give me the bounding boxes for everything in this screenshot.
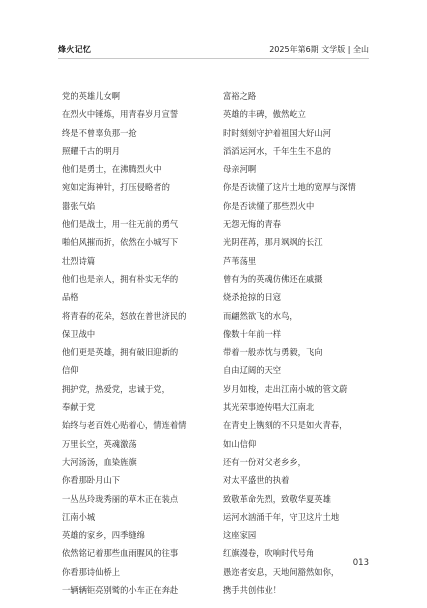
poem-line: 这座家园 <box>223 530 257 541</box>
section-title: 烽火记忆 <box>58 45 92 54</box>
poem-line: 如山信仰 <box>223 438 257 449</box>
poem-line: 还有一份对父老乡乡， <box>223 456 306 467</box>
poem-line: 英雄的家乡，四季缝绵 <box>62 530 145 541</box>
poem-line: 富裕之路 <box>223 91 257 101</box>
poem-line: 携手共创伟业！ <box>223 585 282 596</box>
header-divider <box>58 58 369 59</box>
poem-line: 奉献于党 <box>62 402 96 413</box>
poem-line: 品格 <box>62 292 79 303</box>
poem-line: 江南小城 <box>62 511 96 522</box>
poem-line: 一辆辆钜亮别鹫的小车正在奔赴 <box>62 585 179 596</box>
poem-line: 依然铭记着那些血雨腥风的往事 <box>62 548 179 559</box>
poem-line: 你是否读懂了这片土地的宽厚与深情 <box>223 182 356 193</box>
poem-line: 将青春的花朵，怒放在普世济民的 <box>62 310 187 321</box>
poem-line: 他们更是英雄，拥有破旧迎新的 <box>62 347 179 358</box>
poem-line: 芦苇荡里 <box>223 255 257 266</box>
poem-line: 你是否读懂了那些烈火中 <box>223 200 315 211</box>
poem-line: 而翩然欲飞的水鸟， <box>223 310 298 321</box>
poem-line: 嚣张气焰 <box>62 200 96 211</box>
poem-line: 时时刻刻守护着祖国大好山河 <box>223 127 331 138</box>
poem-line: 拥护党，热爱党，忠诚于党， <box>62 383 170 394</box>
page-number: 013 <box>352 558 369 568</box>
poem-line: 万里长空，英魂激荡 <box>62 438 137 449</box>
poem-line: 在烈火中锤炼，用青春岁月宣誓 <box>62 109 179 120</box>
poem-line: 啪伯风摧而折，依然在小城写下 <box>62 237 179 248</box>
poem-line: 照耀千古的明月 <box>62 145 121 156</box>
issue-info: 2025年第6期 文学版 | 全山 <box>269 45 369 54</box>
poem-line: 你看那诗仙桥上 <box>62 566 121 577</box>
poem-line: 壮烈诗篇 <box>62 255 96 266</box>
poem-line: 信仰 <box>62 365 79 376</box>
poem-line: 一丛丛玲珑秀丽的草木正在装点 <box>62 493 179 504</box>
poem-line: 愚迩者安息，天地间豁然如你， <box>223 566 340 577</box>
poem-line: 红旗漫卷，吹响时代号角 <box>223 548 315 559</box>
poem-line: 始终与老百姓心贴着心，情连着情 <box>62 420 187 431</box>
poem-line: 宛如定海神针，打压侵略者的 <box>62 182 170 193</box>
poem-line: 无怨无悔的青春 <box>223 219 282 230</box>
poem-left-column <box>62 87 214 599</box>
poem-right-column <box>223 87 385 599</box>
poem-line: 大河汤汤，血染旌旗 <box>62 456 137 467</box>
poem-line: 保卫战中 <box>62 328 96 339</box>
poem-line: 其光荣事迹传唱大江南北 <box>223 402 315 413</box>
poem-line: 母亲河啊 <box>223 164 257 175</box>
poem-line: 他们是战士，用一往无前的勇气 <box>62 219 179 230</box>
poem-line: 光阴荏苒，那月飒飒的长江 <box>223 237 323 248</box>
poem-line: 岁月如梭，走出江南小城的管文蔚 <box>223 383 348 394</box>
poem-line: 滔滔运河水，千年生生不息的 <box>223 145 331 156</box>
poem-line: 他们也是亲人，拥有朴实无华的 <box>62 273 179 284</box>
poem-line: 像数十年前一样 <box>223 328 282 339</box>
poem-line: 自由辽阔的天空 <box>223 365 282 376</box>
poem-line: 烧杀抢掠的日寇 <box>223 292 282 303</box>
poem-line: 终是不曾辜负那一抢 <box>62 127 137 138</box>
poem-line: 党的英雄儿女啊 <box>62 91 121 101</box>
page-header <box>58 44 369 58</box>
poem-line: 对太平盛世的执着 <box>223 475 290 486</box>
poem-line: 曾有为的英魂仿佛还在戚摄 <box>223 273 323 284</box>
poem-line: 在青史上镌刻的不只是如火青春， <box>223 420 348 431</box>
poem-line: 他们是勇士，在沸腾烈火中 <box>62 164 162 175</box>
poem-line: 你看那卧月山下 <box>62 475 121 486</box>
poem-line: 英雄的丰碑，傲然屹立 <box>223 109 306 120</box>
poem-line: 运河水汹涌千年，守卫这片土地 <box>223 511 340 522</box>
poem-line: 致敬革命先烈，致敬华夏英雄 <box>223 493 331 504</box>
poem-line: 带着一般赤忱与勇毅，飞向 <box>223 347 323 358</box>
